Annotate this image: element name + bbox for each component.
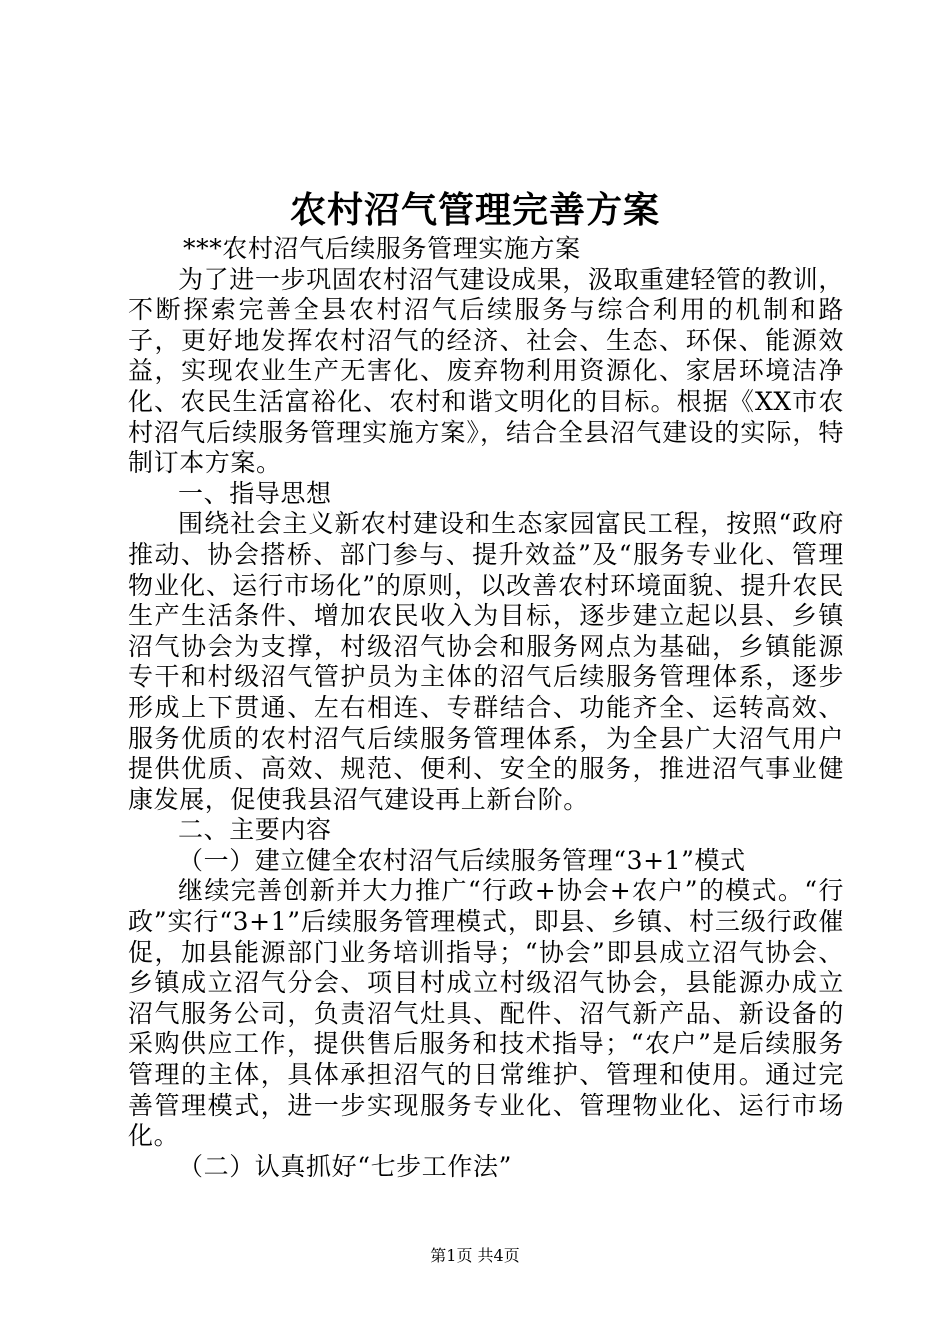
section-heading-main-content: 二、主要内容 bbox=[178, 815, 332, 845]
subsection-heading-2: （二）认真抓好“七步工作法” bbox=[178, 1151, 512, 1181]
section-heading-guiding-ideology: 一、指导思想 bbox=[178, 478, 332, 508]
subtitle-paragraph: ***农村沼气后续服务管理实施方案 bbox=[183, 234, 581, 263]
page-footer: 第1页 共4页 bbox=[430, 1246, 520, 1265]
intro-paragraph: 为了进一步巩固农村沼气建设成果，汲取重建轻管的教训，不断探索完善全县农村沼气后续服务与综合利用的机制和路子，更好地发挥农村沼气的经济、社会、生态、环保、能源效益，实现农业生产无害化、废弃物利用资源化、家居环境洁净化、农民生活富裕化、农村和谐文明化的目标。根据《XX市农村沼气后续服务管理实施方案》，结合全县沼气建设的实际，特制订本方案。 bbox=[128, 264, 844, 478]
document-title: 农村沼气管理完善方案 bbox=[289, 189, 660, 231]
document-body bbox=[128, 234, 844, 1182]
guiding-ideology-paragraph: 围绕社会主义新农村建设和生态家园富民工程，按照“政府推动、协会搭桥、部门参与、提升效益”及“服务专业化、管理物业化、运行市场化”的原则，以改善农村环境面貌、提升农民生产生活条件、增加农民收入为目标，逐步建立起以县、乡镇沼气协会为支撑，村级沼气协会和服务网点为基础，乡镇能源专干和村级沼气管护员为主体的沼气后续服务管理体系，逐步形成上下贯通、左右相连、专群结合、功能齐全、运转高效、服务优质的农村沼气后续服务管理体系，为全县广大沼气用户提供优质、高效、规范、便利、安全的服务，推进沼气事业健康发展，促使我县沼气建设再上新台阶。 bbox=[128, 509, 844, 814]
subsection-heading-1: （一）建立健全农村沼气后续服务管理“3+1”模式 bbox=[178, 845, 746, 875]
subsection-1-paragraph: 继续完善创新并大力推广“行政+协会+农户”的模式。“行政”实行“3+1”后续服务管理模式，即县、乡镇、村三级行政催促，加县能源部门业务培训指导；“协会”即县成立沼气协会、乡镇成立沼气分会、项目村成立村级沼气协会，县能源办成立沼气服务公司，负责沼气灶具、配件、沼气新产品、新设备的采购供应工作，提供售后服务和技术指导；“农户”是后续服务管理的主体，具体承担沼气的日常维护、管理和使用。通过完善管理模式，进一步实现服务专业化、管理物业化、运行市场化。 bbox=[128, 876, 844, 1151]
